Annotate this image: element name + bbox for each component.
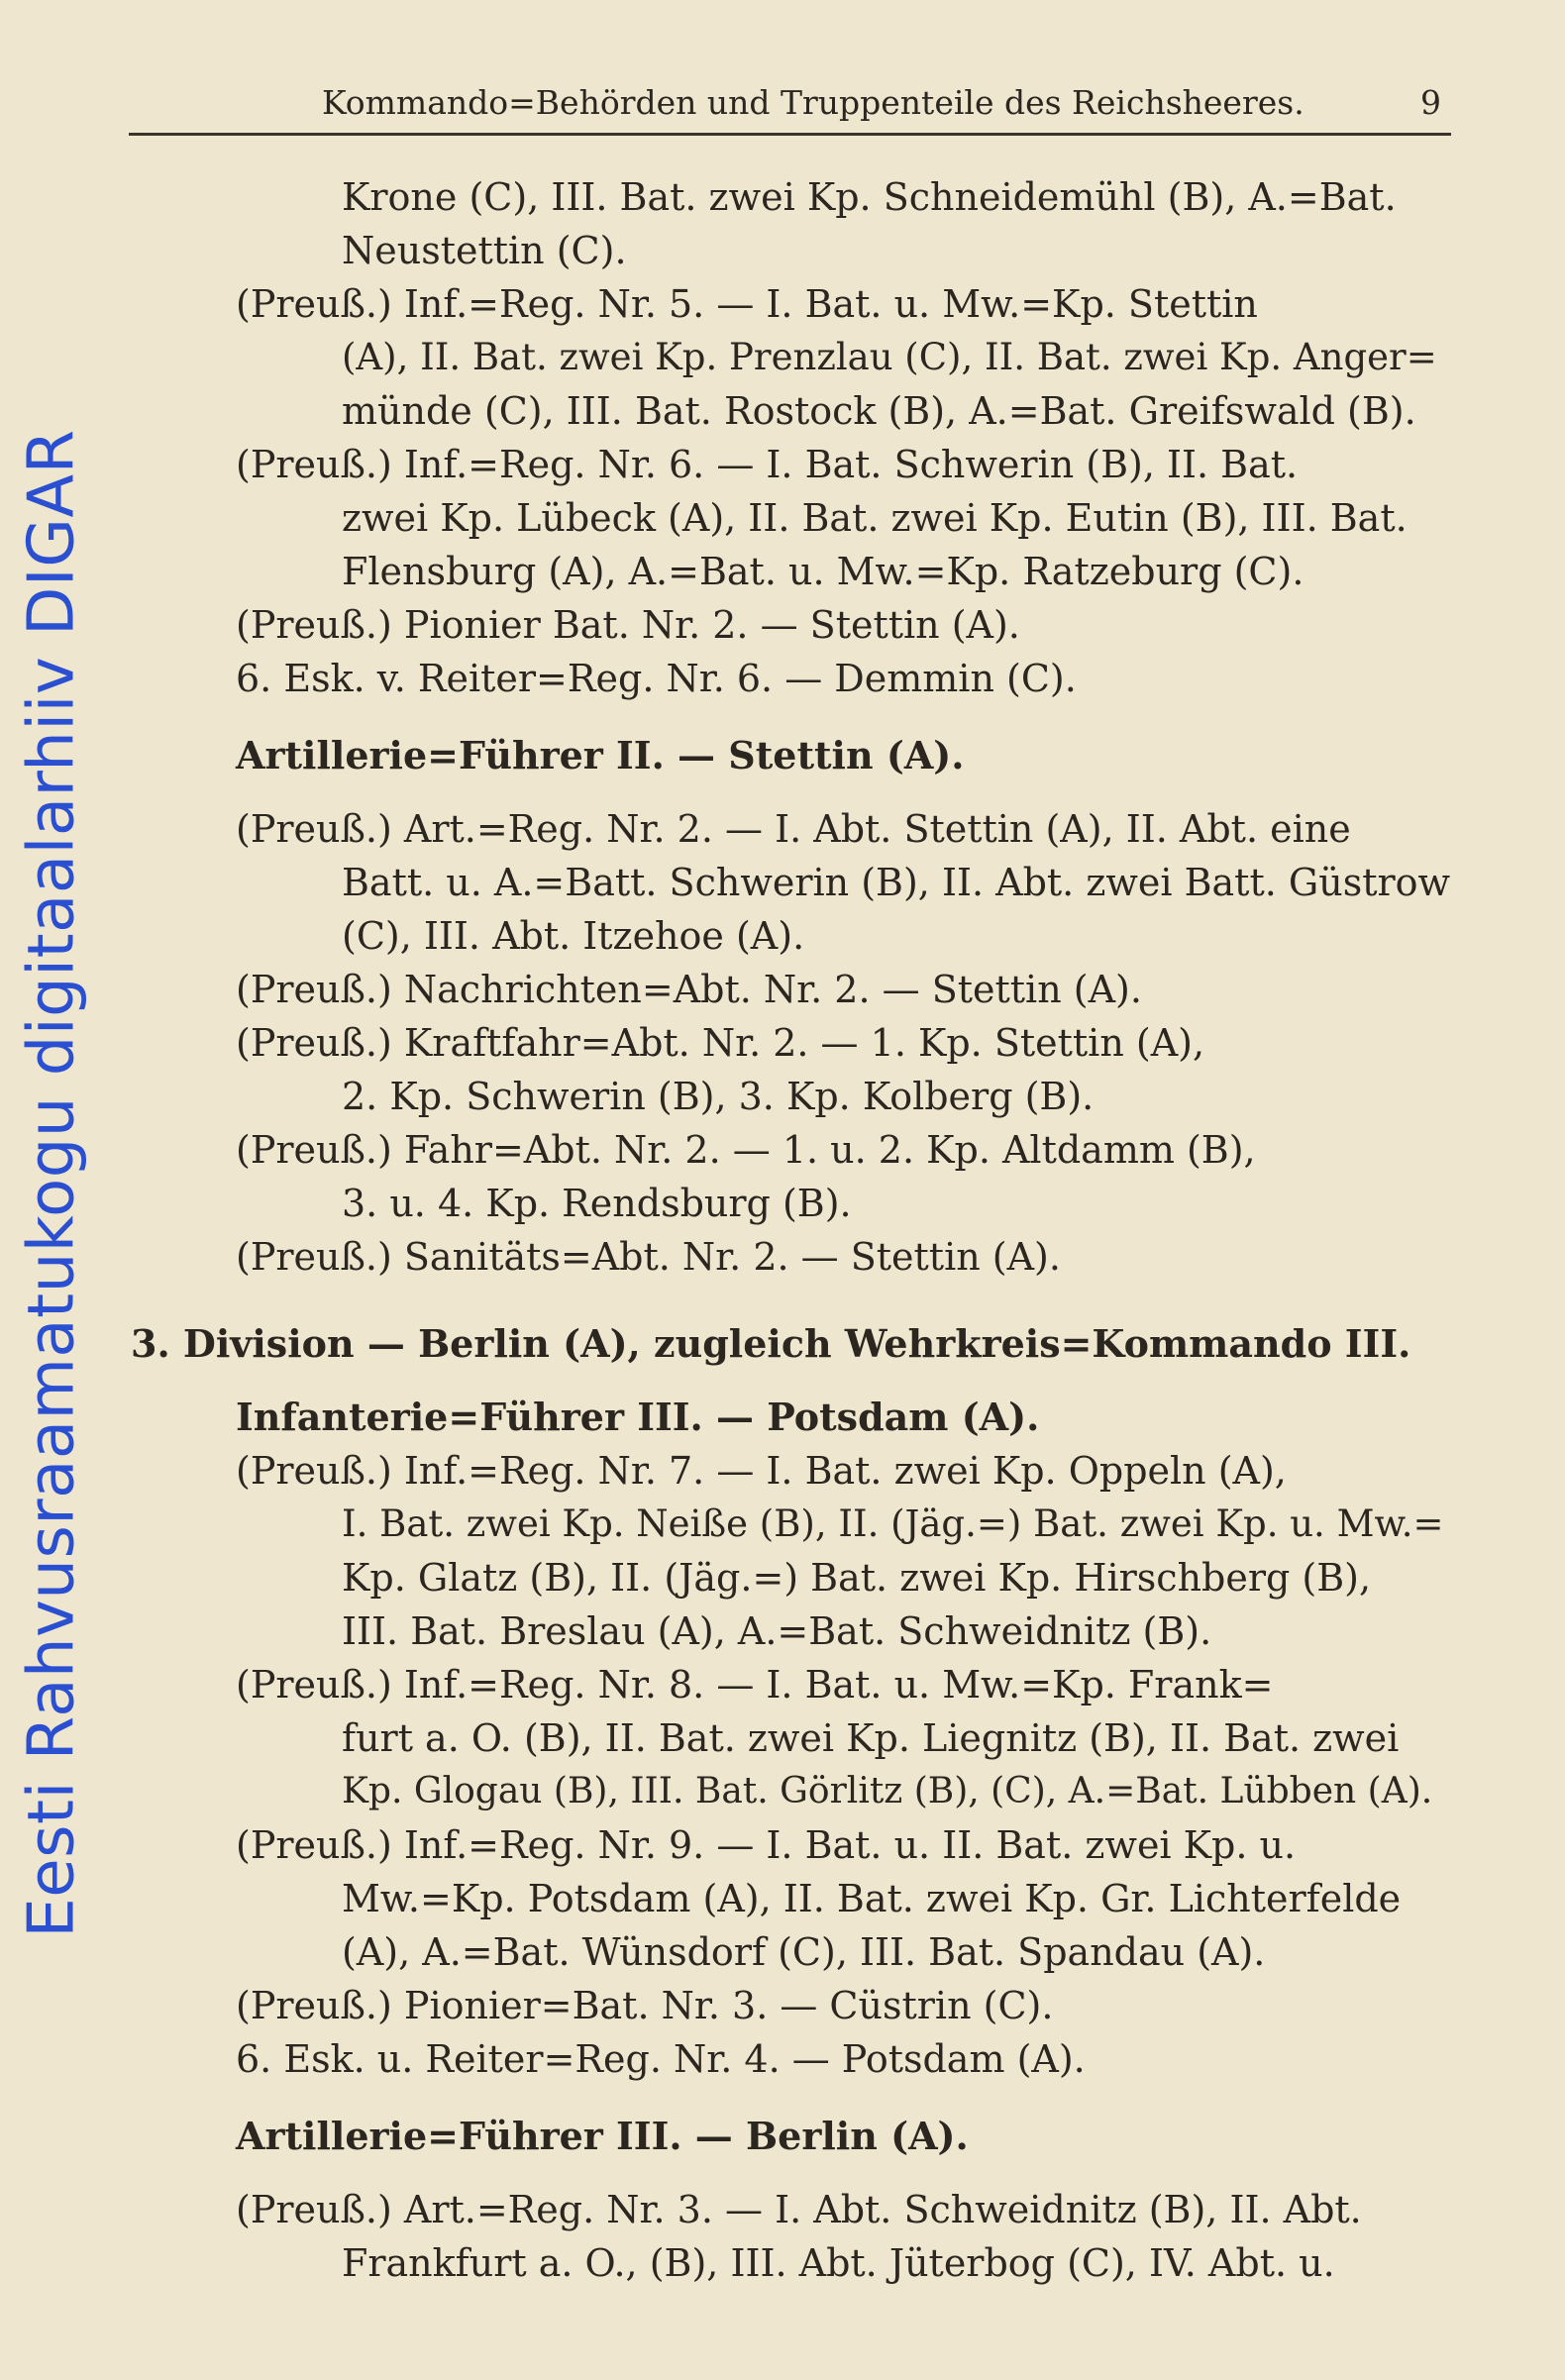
text-line: zwei Kp. Lübeck (A), II. Bat. zwei Kp. Eutin (B), III. Bat. bbox=[342, 496, 1408, 540]
text-line: (Preuß.) Pionier Bat. Nr. 2. — Stettin (A). bbox=[236, 603, 1020, 647]
division-heading: 3. Division — Berlin (A), zugleich Wehrkreis=Kommando III. bbox=[131, 1321, 1411, 1366]
text-line: 6. Esk. u. Reiter=Reg. Nr. 4. — Potsdam (A). bbox=[236, 2037, 1086, 2081]
section-heading: Artillerie=Führer III. — Berlin (A). bbox=[236, 2114, 969, 2158]
running-header bbox=[129, 77, 1451, 136]
text-line: (Preuß.) Art.=Reg. Nr. 2. — I. Abt. Stettin (A), II. Abt. eine bbox=[236, 807, 1351, 851]
section-heading: Artillerie=Führer II. — Stettin (A). bbox=[236, 733, 965, 777]
text-line: (Preuß.) Inf.=Reg. Nr. 9. — I. Bat. u. II. Bat. zwei Kp. u. bbox=[236, 1823, 1297, 1867]
text-line: (Preuß.) Inf.=Reg. Nr. 6. — I. Bat. Schwerin (B), II. Bat. bbox=[236, 443, 1299, 486]
text-line: (Preuß.) Inf.=Reg. Nr. 5. — I. Bat. u. Mw.=Kp. Stettin bbox=[236, 282, 1258, 326]
text-line: Mw.=Kp. Potsdam (A), II. Bat. zwei Kp. Gr. Lichterfelde bbox=[342, 1877, 1402, 1920]
text-line: (A), II. Bat. zwei Kp. Prenzlau (C), II. Bat. zwei Kp. Anger= bbox=[342, 336, 1437, 378]
text-line: münde (C), III. Bat. Rostock (B), A.=Bat. Greifswald (B). bbox=[342, 389, 1416, 433]
text-line: Kp. Glatz (B), II. (Jäg.=) Bat. zwei Kp. Hirschberg (B), bbox=[342, 1556, 1372, 1600]
watermark-text: Eesti Rahvusraamatukogu digitaalarhiiv DIGAR bbox=[16, 429, 89, 1938]
watermark bbox=[8, 228, 97, 2139]
text-line: (Preuß.) Art.=Reg. Nr. 3. — I. Abt. Schweidnitz (B), II. Abt. bbox=[236, 2188, 1362, 2231]
text-line: (Preuß.) Fahr=Abt. Nr. 2. — 1. u. 2. Kp. Altdamm (B), bbox=[236, 1128, 1256, 1172]
page-number: 9 bbox=[1420, 83, 1441, 122]
text-line: (A), A.=Bat. Wünsdorf (C), III. Bat. Spandau (A). bbox=[342, 1930, 1266, 1974]
text-line: Neustettin (C). bbox=[342, 229, 627, 272]
text-line: Frankfurt a. O., (B), III. Abt. Jüterbog (C), IV. Abt. u. bbox=[342, 2241, 1335, 2285]
text-line: Krone (C), III. Bat. zwei Kp. Schneidemühl (B), A.=Bat. bbox=[342, 175, 1397, 219]
text-line: 6. Esk. v. Reiter=Reg. Nr. 6. — Demmin (C). bbox=[236, 657, 1077, 700]
text-line: (Preuß.) Sanitäts=Abt. Nr. 2. — Stettin (A). bbox=[236, 1235, 1061, 1279]
text-line: 2. Kp. Schwerin (B), 3. Kp. Kolberg (B). bbox=[342, 1075, 1095, 1118]
text-line: (Preuß.) Inf.=Reg. Nr. 8. — I. Bat. u. Mw.=Kp. Frank= bbox=[236, 1663, 1274, 1707]
section-heading: Infanterie=Führer III. — Potsdam (A). bbox=[236, 1395, 1040, 1439]
text-line: (C), III. Abt. Itzehoe (A). bbox=[342, 914, 805, 958]
text-line: (Preuß.) Inf.=Reg. Nr. 7. — I. Bat. zwei Kp. Oppeln (A), bbox=[236, 1449, 1287, 1493]
text-line: Flensburg (A), A.=Bat. u. Mw.=Kp. Ratzeburg (C). bbox=[342, 550, 1304, 593]
text-line: (Preuß.) Kraftfahr=Abt. Nr. 2. — 1. Kp. Stettin (A), bbox=[236, 1021, 1205, 1065]
text-line: Batt. u. A.=Batt. Schwerin (B), II. Abt. zwei Batt. Güstrow bbox=[342, 861, 1451, 904]
text-line: III. Bat. Breslau (A), A.=Bat. Schweidnitz (B). bbox=[342, 1609, 1212, 1653]
text-line: (Preuß.) Pionier=Bat. Nr. 3. — Cüstrin (C). bbox=[236, 1984, 1054, 2027]
text-line: Kp. Glogau (B), III. Bat. Görlitz (B), (C), A.=Bat. Lübben (A). bbox=[342, 1771, 1433, 1811]
header-title: Kommando=Behörden und Truppenteile des Reichsheeres. bbox=[322, 83, 1304, 122]
text-line: I. Bat. zwei Kp. Neiße (B), II. (Jäg.=) Bat. zwei Kp. u. Mw.= bbox=[342, 1502, 1444, 1545]
text-line: 3. u. 4. Kp. Rendsburg (B). bbox=[342, 1182, 852, 1225]
text-line: (Preuß.) Nachrichten=Abt. Nr. 2. — Stettin (A). bbox=[236, 968, 1142, 1011]
text-line: furt a. O. (B), II. Bat. zwei Kp. Liegnitz (B), II. Bat. zwei bbox=[342, 1716, 1400, 1760]
